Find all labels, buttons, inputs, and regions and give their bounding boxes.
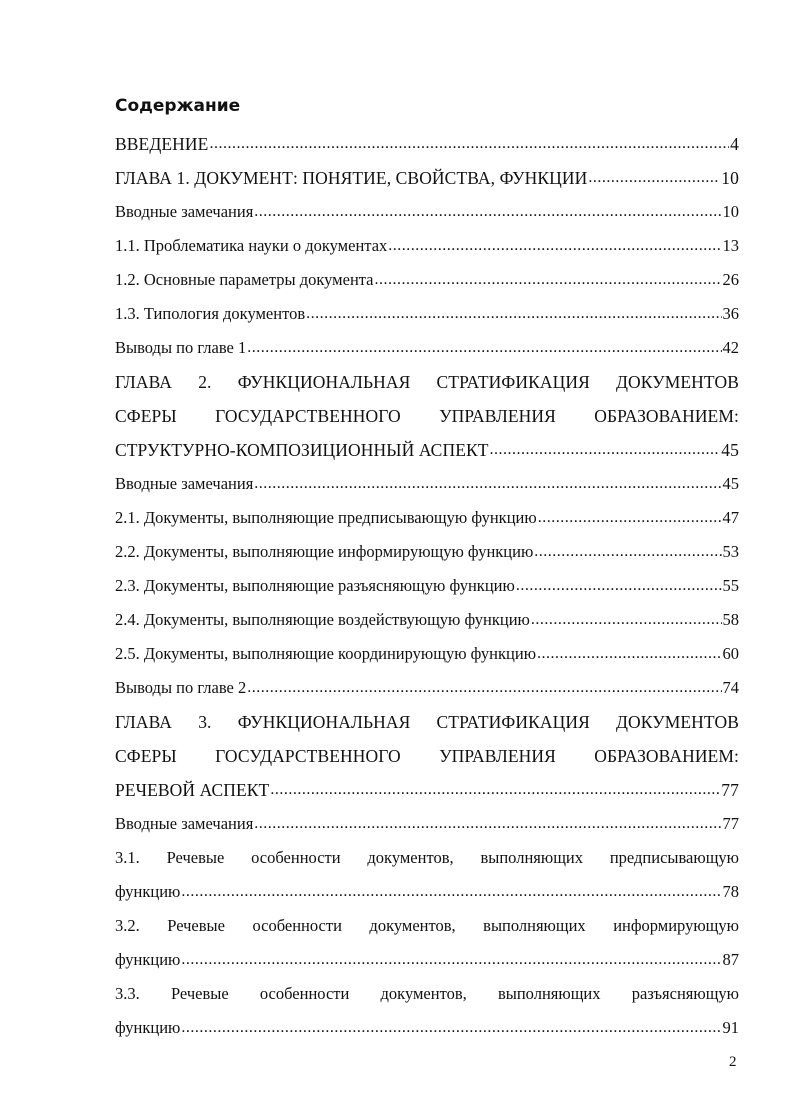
toc-word: 3.	[198, 711, 212, 732]
toc-word: предписывающую	[609, 848, 739, 867]
toc-word: СТРАТИФИКАЦИЯ	[436, 371, 590, 392]
toc-entry-text: РЕЧЕВОЙ АСПЕКТ	[115, 779, 270, 800]
toc-word: выполняющих	[483, 916, 586, 935]
toc-word: ГЛАВА	[115, 711, 173, 732]
toc-word: Речевые	[166, 848, 225, 867]
toc-page-number: 4	[730, 133, 739, 154]
dot-leader	[209, 135, 729, 153]
toc-entry-line	[115, 807, 739, 841]
toc-word: документов,	[367, 848, 454, 867]
toc-entry-line	[115, 331, 739, 365]
toc-entry-line	[115, 637, 739, 671]
dot-leader	[254, 815, 721, 833]
toc-entry-line	[115, 229, 739, 263]
dot-leader	[306, 305, 721, 323]
toc-word: выполняющих	[480, 848, 583, 867]
toc-word: ДОКУМЕНТОВ	[616, 371, 739, 392]
toc-entry-line	[115, 875, 739, 909]
toc-entry-line	[115, 569, 739, 603]
toc-entry-line	[115, 365, 739, 399]
toc-word: Речевые	[167, 916, 225, 935]
toc-word: разъясняющую	[631, 984, 739, 1003]
toc-page-number: 55	[722, 576, 739, 595]
toc-entry-text: 2.4. Документы, выполняющие воздействующую функцию	[115, 610, 530, 629]
toc-entry[interactable]	[115, 705, 739, 807]
toc-word: 3.3.	[115, 984, 140, 1003]
toc-page-number: 10	[722, 202, 739, 221]
toc-entry-text: Вводные замечания	[115, 202, 254, 221]
toc-word: СФЕРЫ	[115, 405, 177, 426]
toc-entry[interactable]	[115, 535, 739, 569]
toc-word: ГЛАВА	[115, 371, 173, 392]
toc-entry-line	[115, 671, 739, 705]
toc-page-number: 36	[722, 304, 739, 323]
toc-word: УПРАВЛЕНИЯ	[439, 745, 556, 766]
toc-entry-line	[115, 535, 739, 569]
toc-page-number: 47	[722, 508, 739, 527]
toc-entry-line	[115, 773, 739, 807]
toc-entry-text: 2.3. Документы, выполняющие разъясняющую функцию	[115, 576, 515, 595]
toc-word: особенности	[251, 848, 341, 867]
toc-entry-line	[115, 943, 739, 977]
toc-word: особенности	[252, 916, 342, 935]
toc-entry-text: функцию	[115, 950, 181, 969]
toc-entry[interactable]	[115, 501, 739, 535]
toc-entry[interactable]	[115, 365, 739, 467]
toc-word: документов,	[369, 916, 456, 935]
toc-page-number: 77	[721, 779, 739, 800]
toc-entry-text: СТРУКТУРНО-КОМПОЗИЦИОННЫЙ АСПЕКТ	[115, 439, 489, 460]
toc-page-number: 53	[722, 542, 739, 561]
toc-entry-text: Вводные замечания	[115, 814, 254, 833]
toc-entry-line	[115, 127, 739, 161]
dot-leader	[270, 781, 720, 799]
toc-entry[interactable]	[115, 467, 739, 501]
toc-page-number: 58	[722, 610, 739, 629]
toc-page-number: 74	[722, 678, 739, 697]
toc-entry[interactable]	[115, 603, 739, 637]
dot-leader	[181, 1019, 721, 1037]
dot-leader	[538, 509, 722, 527]
toc-entry-text: ГЛАВА 1. ДОКУМЕНТ: ПОНЯТИЕ, СВОЙСТВА, ФУНКЦИИ	[115, 167, 588, 188]
toc-word: Речевые	[170, 984, 229, 1003]
toc-page-number: 77	[722, 814, 739, 833]
toc-entry-text: 1.3. Типология документов	[115, 304, 306, 323]
toc-word: СТРАТИФИКАЦИЯ	[436, 711, 590, 732]
toc-page-number: 10	[721, 167, 739, 188]
toc-entry[interactable]	[115, 229, 739, 263]
toc-word: особенности	[259, 984, 350, 1003]
toc-word: документов,	[380, 984, 467, 1003]
toc-entry-text: Выводы по главе 1	[115, 338, 247, 357]
dot-leader	[181, 951, 721, 969]
toc-entry-line	[115, 739, 739, 773]
toc-entry[interactable]	[115, 909, 739, 977]
toc-entry-line	[115, 433, 739, 467]
toc-entry-text: ВВЕДЕНИЕ	[115, 133, 209, 154]
toc-word: УПРАВЛЕНИЯ	[439, 405, 556, 426]
toc-word: выполняющих	[497, 984, 601, 1003]
toc-word: ОБРАЗОВАНИЕМ:	[594, 745, 739, 766]
toc-entry-line	[115, 841, 739, 875]
dot-leader	[181, 883, 721, 901]
toc-entry[interactable]	[115, 977, 739, 1045]
toc-entry-line	[115, 1011, 739, 1045]
toc-entry-text: Вводные замечания	[115, 474, 254, 493]
dot-leader	[247, 679, 721, 697]
toc-entry-line	[115, 977, 739, 1011]
toc-entry[interactable]	[115, 127, 739, 161]
toc-entry-text: 2.2. Документы, выполняющие информирующую функцию	[115, 542, 534, 561]
toc-word: ДОКУМЕНТОВ	[616, 711, 739, 732]
toc-page-number: 87	[722, 950, 739, 969]
toc-entry[interactable]	[115, 841, 739, 909]
toc-word: ФУНКЦИОНАЛЬНАЯ	[237, 711, 411, 732]
table-of-contents	[115, 127, 739, 1045]
dot-leader	[516, 577, 722, 595]
toc-entry-text: функцию	[115, 1018, 181, 1037]
dot-leader	[537, 645, 721, 663]
dot-leader	[375, 271, 722, 289]
page-number: 2	[729, 1054, 737, 1070]
dot-leader	[247, 339, 721, 357]
toc-entry[interactable]	[115, 569, 739, 603]
toc-entry-text: функцию	[115, 882, 181, 901]
toc-word: ГОСУДАРСТВЕННОГО	[215, 745, 401, 766]
toc-entry-text: 2.1. Документы, выполняющие предписывающую функцию	[115, 508, 537, 527]
toc-entry-line	[115, 705, 739, 739]
toc-entry[interactable]	[115, 637, 739, 671]
dot-leader	[254, 203, 721, 221]
toc-entry-line	[115, 161, 739, 195]
toc-page-number: 45	[722, 474, 739, 493]
toc-entry-line	[115, 603, 739, 637]
toc-word: СФЕРЫ	[115, 745, 177, 766]
toc-entry-line	[115, 467, 739, 501]
toc-entry-line	[115, 195, 739, 229]
toc-entry[interactable]	[115, 161, 739, 195]
toc-word: 3.2.	[115, 916, 140, 935]
toc-entry-line	[115, 501, 739, 535]
dot-leader	[534, 543, 721, 561]
toc-entry[interactable]	[115, 807, 739, 841]
dot-leader	[490, 441, 721, 459]
toc-word: ОБРАЗОВАНИЕМ:	[594, 405, 739, 426]
toc-entry-line	[115, 297, 739, 331]
toc-page-number: 42	[722, 338, 739, 357]
dot-leader	[254, 475, 721, 493]
toc-page-number: 60	[722, 644, 739, 663]
toc-page-number: 78	[722, 882, 739, 901]
dot-leader	[588, 169, 720, 187]
toc-entry-text: 1.1. Проблематика науки о документах	[115, 236, 388, 255]
toc-entry[interactable]	[115, 297, 739, 331]
toc-word: 2.	[198, 371, 212, 392]
toc-title: Содержание	[115, 96, 241, 116]
toc-entry-text: 1.2. Основные параметры документа	[115, 270, 374, 289]
toc-entry-line	[115, 263, 739, 297]
dot-leader	[388, 237, 721, 255]
toc-entry[interactable]	[115, 195, 739, 229]
toc-entry[interactable]	[115, 671, 739, 705]
toc-page-number: 91	[722, 1018, 739, 1037]
toc-word: ФУНКЦИОНАЛЬНАЯ	[237, 371, 411, 392]
toc-entry[interactable]	[115, 331, 739, 365]
toc-entry-text: 2.5. Документы, выполняющие координирующую функцию	[115, 644, 537, 663]
toc-word: 3.1.	[115, 848, 140, 867]
toc-entry[interactable]	[115, 263, 739, 297]
toc-entry-line	[115, 909, 739, 943]
toc-entry-line	[115, 399, 739, 433]
dot-leader	[531, 611, 722, 629]
toc-page-number: 45	[721, 439, 739, 460]
toc-entry-text: Выводы по главе 2	[115, 678, 247, 697]
toc-word: информирующую	[613, 916, 739, 935]
toc-page-number: 26	[722, 270, 739, 289]
toc-page-number: 13	[722, 236, 739, 255]
toc-word: ГОСУДАРСТВЕННОГО	[215, 405, 401, 426]
